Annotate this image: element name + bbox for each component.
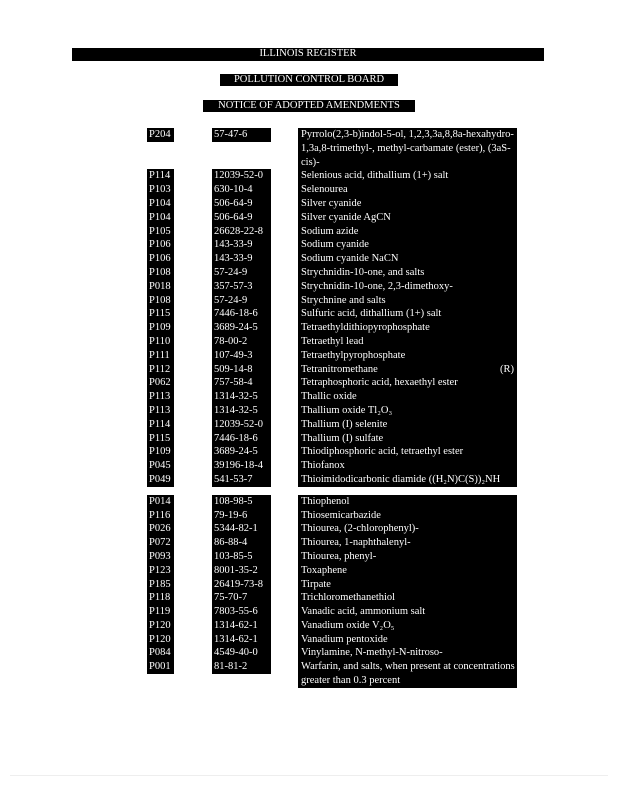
table-row (0, 321, 618, 335)
cas-number: 107-49-3 (212, 349, 271, 363)
table-row (0, 169, 618, 183)
table-row (0, 211, 618, 225)
cas-number: 8001-35-2 (212, 564, 271, 578)
cas-number: 630-10-4 (212, 183, 271, 197)
hazardous-waste-code: P111 (147, 349, 174, 363)
substance-name: Tetraphosphoric acid, hexaethyl ester (298, 376, 517, 390)
hazardous-waste-code: P108 (147, 294, 174, 308)
waste-code-table (0, 128, 618, 688)
substance-name: Tetranitromethane (298, 363, 517, 377)
cas-number: 7446-18-6 (212, 307, 271, 321)
hazardous-waste-code: P105 (147, 225, 174, 239)
hazardous-waste-code: P118 (147, 591, 174, 605)
table-row (0, 646, 618, 660)
substance-name: Pyrrolo(2,3-b)indol-5-ol, 1,2,3,3a,8,8a-hexahydro-1,3a,8-trimethyl-, methyl-carbamate (ester), (3aS-cis)- (298, 128, 517, 169)
table-row (0, 564, 618, 578)
hazardous-waste-code: P062 (147, 376, 174, 390)
substance-name: Sodium cyanide (298, 238, 517, 252)
hazardous-waste-code: P204 (147, 128, 174, 142)
table-row (0, 550, 618, 564)
table-row (0, 605, 618, 619)
substance-name: Sodium cyanide NaCN (298, 252, 517, 266)
substance-name: Thallium (I) sulfate (298, 432, 517, 446)
hazardous-waste-code: P116 (147, 509, 174, 523)
cas-number: 541-53-7 (212, 473, 271, 487)
cas-number: 103-85-5 (212, 550, 271, 564)
cas-number: 12039-52-0 (212, 169, 271, 183)
substance-name: Vinylamine, N-methyl-N-nitroso- (298, 646, 517, 660)
page-bottom-rule (10, 775, 608, 776)
substance-name: Vanadic acid, ammonium salt (298, 605, 517, 619)
table-row (0, 578, 618, 592)
table-row (0, 128, 618, 169)
substance-name: Tetraethyldithiopyrophosphate (298, 321, 517, 335)
table-row (0, 459, 618, 473)
cas-number: 57-24-9 (212, 266, 271, 280)
hazardous-waste-code: P119 (147, 605, 174, 619)
substance-name: Sulfuric acid, dithallium (1+) salt (298, 307, 517, 321)
substance-name: Tetraethylpyrophosphate (298, 349, 517, 363)
hazardous-waste-code: P112 (147, 363, 174, 377)
hazardous-waste-code: P113 (147, 404, 174, 418)
substance-name: Silver cyanide AgCN (298, 211, 517, 225)
register-title: ILLINOIS REGISTER (72, 48, 544, 60)
cas-number: 7803-55-6 (212, 605, 271, 619)
substance-name: Strychnidin-10-one, and salts (298, 266, 517, 280)
table-row (0, 349, 618, 363)
cas-number: 26419-73-8 (212, 578, 271, 592)
hazardous-waste-code: P045 (147, 459, 174, 473)
cas-number: 86-88-4 (212, 536, 271, 550)
cas-number: 143-33-9 (212, 252, 271, 266)
hazard-note: (R) (500, 363, 514, 375)
cas-number: 506-64-9 (212, 211, 271, 225)
hazardous-waste-code: P109 (147, 445, 174, 459)
cas-number: 78-00-2 (212, 335, 271, 349)
table-row (0, 390, 618, 404)
hazardous-waste-code: P104 (147, 211, 174, 225)
cas-number: 1314-32-5 (212, 404, 271, 418)
cas-number: 79-19-6 (212, 509, 271, 523)
cas-number: 4549-40-0 (212, 646, 271, 660)
hazardous-waste-code: P108 (147, 266, 174, 280)
hazardous-waste-code: P026 (147, 522, 174, 536)
substance-name: Vanadium oxide V₂O₅ (298, 619, 517, 633)
cas-number: 1314-62-1 (212, 633, 271, 647)
table-row (0, 509, 618, 523)
table-row (0, 404, 618, 418)
table-row (0, 197, 618, 211)
hazardous-waste-code: P106 (147, 238, 174, 252)
table-row (0, 619, 618, 633)
table-row (0, 266, 618, 280)
cas-number: 357-57-3 (212, 280, 271, 294)
cas-number: 81-81-2 (212, 660, 271, 674)
cas-number: 1314-32-5 (212, 390, 271, 404)
hazardous-waste-code: P018 (147, 280, 174, 294)
cas-number: 75-70-7 (212, 591, 271, 605)
cas-number: 3689-24-5 (212, 445, 271, 459)
hazardous-waste-code: P114 (147, 418, 174, 432)
substance-name: Thiofanox (298, 459, 517, 473)
hazardous-waste-code: P106 (147, 252, 174, 266)
substance-name: Thallium (I) selenite (298, 418, 517, 432)
table-row (0, 522, 618, 536)
hazardous-waste-code: P185 (147, 578, 174, 592)
cas-number: 5344-82-1 (212, 522, 271, 536)
cas-number: 509-14-8 (212, 363, 271, 377)
hazardous-waste-code: P114 (147, 169, 174, 183)
hazardous-waste-code: P110 (147, 335, 174, 349)
hazardous-waste-code: P120 (147, 619, 174, 633)
table-row (0, 495, 618, 509)
substance-name: Thiophenol (298, 495, 517, 509)
table-row (0, 432, 618, 446)
table-row (0, 307, 618, 321)
cas-number: 3689-24-5 (212, 321, 271, 335)
substance-name: Tirpate (298, 578, 517, 592)
cas-number: 57-47-6 (212, 128, 271, 142)
table-row (0, 376, 618, 390)
hazardous-waste-code: P120 (147, 633, 174, 647)
hazardous-waste-code: P115 (147, 307, 174, 321)
cas-number: 108-98-5 (212, 495, 271, 509)
substance-name: Thiourea, 1-naphthalenyl- (298, 536, 517, 550)
hazardous-waste-code: P115 (147, 432, 174, 446)
substance-name: Selenourea (298, 183, 517, 197)
table-row (0, 418, 618, 432)
substance-name: Selenious acid, dithallium (1+) salt (298, 169, 517, 183)
table-row (0, 294, 618, 308)
table-row (0, 225, 618, 239)
cas-number: 143-33-9 (212, 238, 271, 252)
substance-name: Toxaphene (298, 564, 517, 578)
substance-name: Trichloromethanethiol (298, 591, 517, 605)
hazardous-waste-code: P103 (147, 183, 174, 197)
cas-number: 1314-62-1 (212, 619, 271, 633)
hazardous-waste-code: P084 (147, 646, 174, 660)
hazardous-waste-code: P049 (147, 473, 174, 487)
substance-name: Sodium azide (298, 225, 517, 239)
table-row (0, 473, 618, 487)
hazardous-waste-code: P123 (147, 564, 174, 578)
hazardous-waste-code: P001 (147, 660, 174, 674)
substance-name: Vanadium pentoxide (298, 633, 517, 647)
substance-name: Strychnine and salts (298, 294, 517, 308)
hazardous-waste-code: P113 (147, 390, 174, 404)
hazardous-waste-code: P104 (147, 197, 174, 211)
table-row (0, 536, 618, 550)
substance-name: Thiourea, phenyl- (298, 550, 517, 564)
cas-number: 39196-18-4 (212, 459, 271, 473)
substance-name: Thiourea, (2-chlorophenyl)- (298, 522, 517, 536)
substance-name: Thioimidodicarbonic diamide ((H₂N)C(S))₂NH (298, 473, 517, 487)
table-row (0, 183, 618, 197)
table-row (0, 660, 618, 688)
table-row (0, 252, 618, 266)
table-row (0, 591, 618, 605)
header-rule (72, 60, 544, 61)
row-gap (0, 487, 618, 495)
substance-name: Thallic oxide (298, 390, 517, 404)
hazardous-waste-code: P109 (147, 321, 174, 335)
substance-name: Tetraethyl lead (298, 335, 517, 349)
substance-name: Warfarin, and salts, when present at concentrations greater than 0.3 percent (298, 660, 517, 688)
table-row (0, 335, 618, 349)
hazardous-waste-code: P072 (147, 536, 174, 550)
table-row (0, 363, 618, 377)
substance-name: Thallium oxide Tl₂O₃ (298, 404, 517, 418)
notice-title: NOTICE OF ADOPTED AMENDMENTS (203, 100, 415, 112)
table-row (0, 633, 618, 647)
substance-name: Silver cyanide (298, 197, 517, 211)
cas-number: 506-64-9 (212, 197, 271, 211)
board-name: POLLUTION CONTROL BOARD (220, 74, 398, 86)
cas-number: 26628-22-8 (212, 225, 271, 239)
cas-number: 757-58-4 (212, 376, 271, 390)
cas-number: 57-24-9 (212, 294, 271, 308)
cas-number: 12039-52-0 (212, 418, 271, 432)
hazardous-waste-code: P093 (147, 550, 174, 564)
table-row (0, 238, 618, 252)
substance-name: Thiodiphosphoric acid, tetraethyl ester (298, 445, 517, 459)
substance-name: Strychnidin-10-one, 2,3-dimethoxy- (298, 280, 517, 294)
hazardous-waste-code: P014 (147, 495, 174, 509)
table-row (0, 445, 618, 459)
substance-name: Thiosemicarbazide (298, 509, 517, 523)
table-row (0, 280, 618, 294)
cas-number: 7446-18-6 (212, 432, 271, 446)
